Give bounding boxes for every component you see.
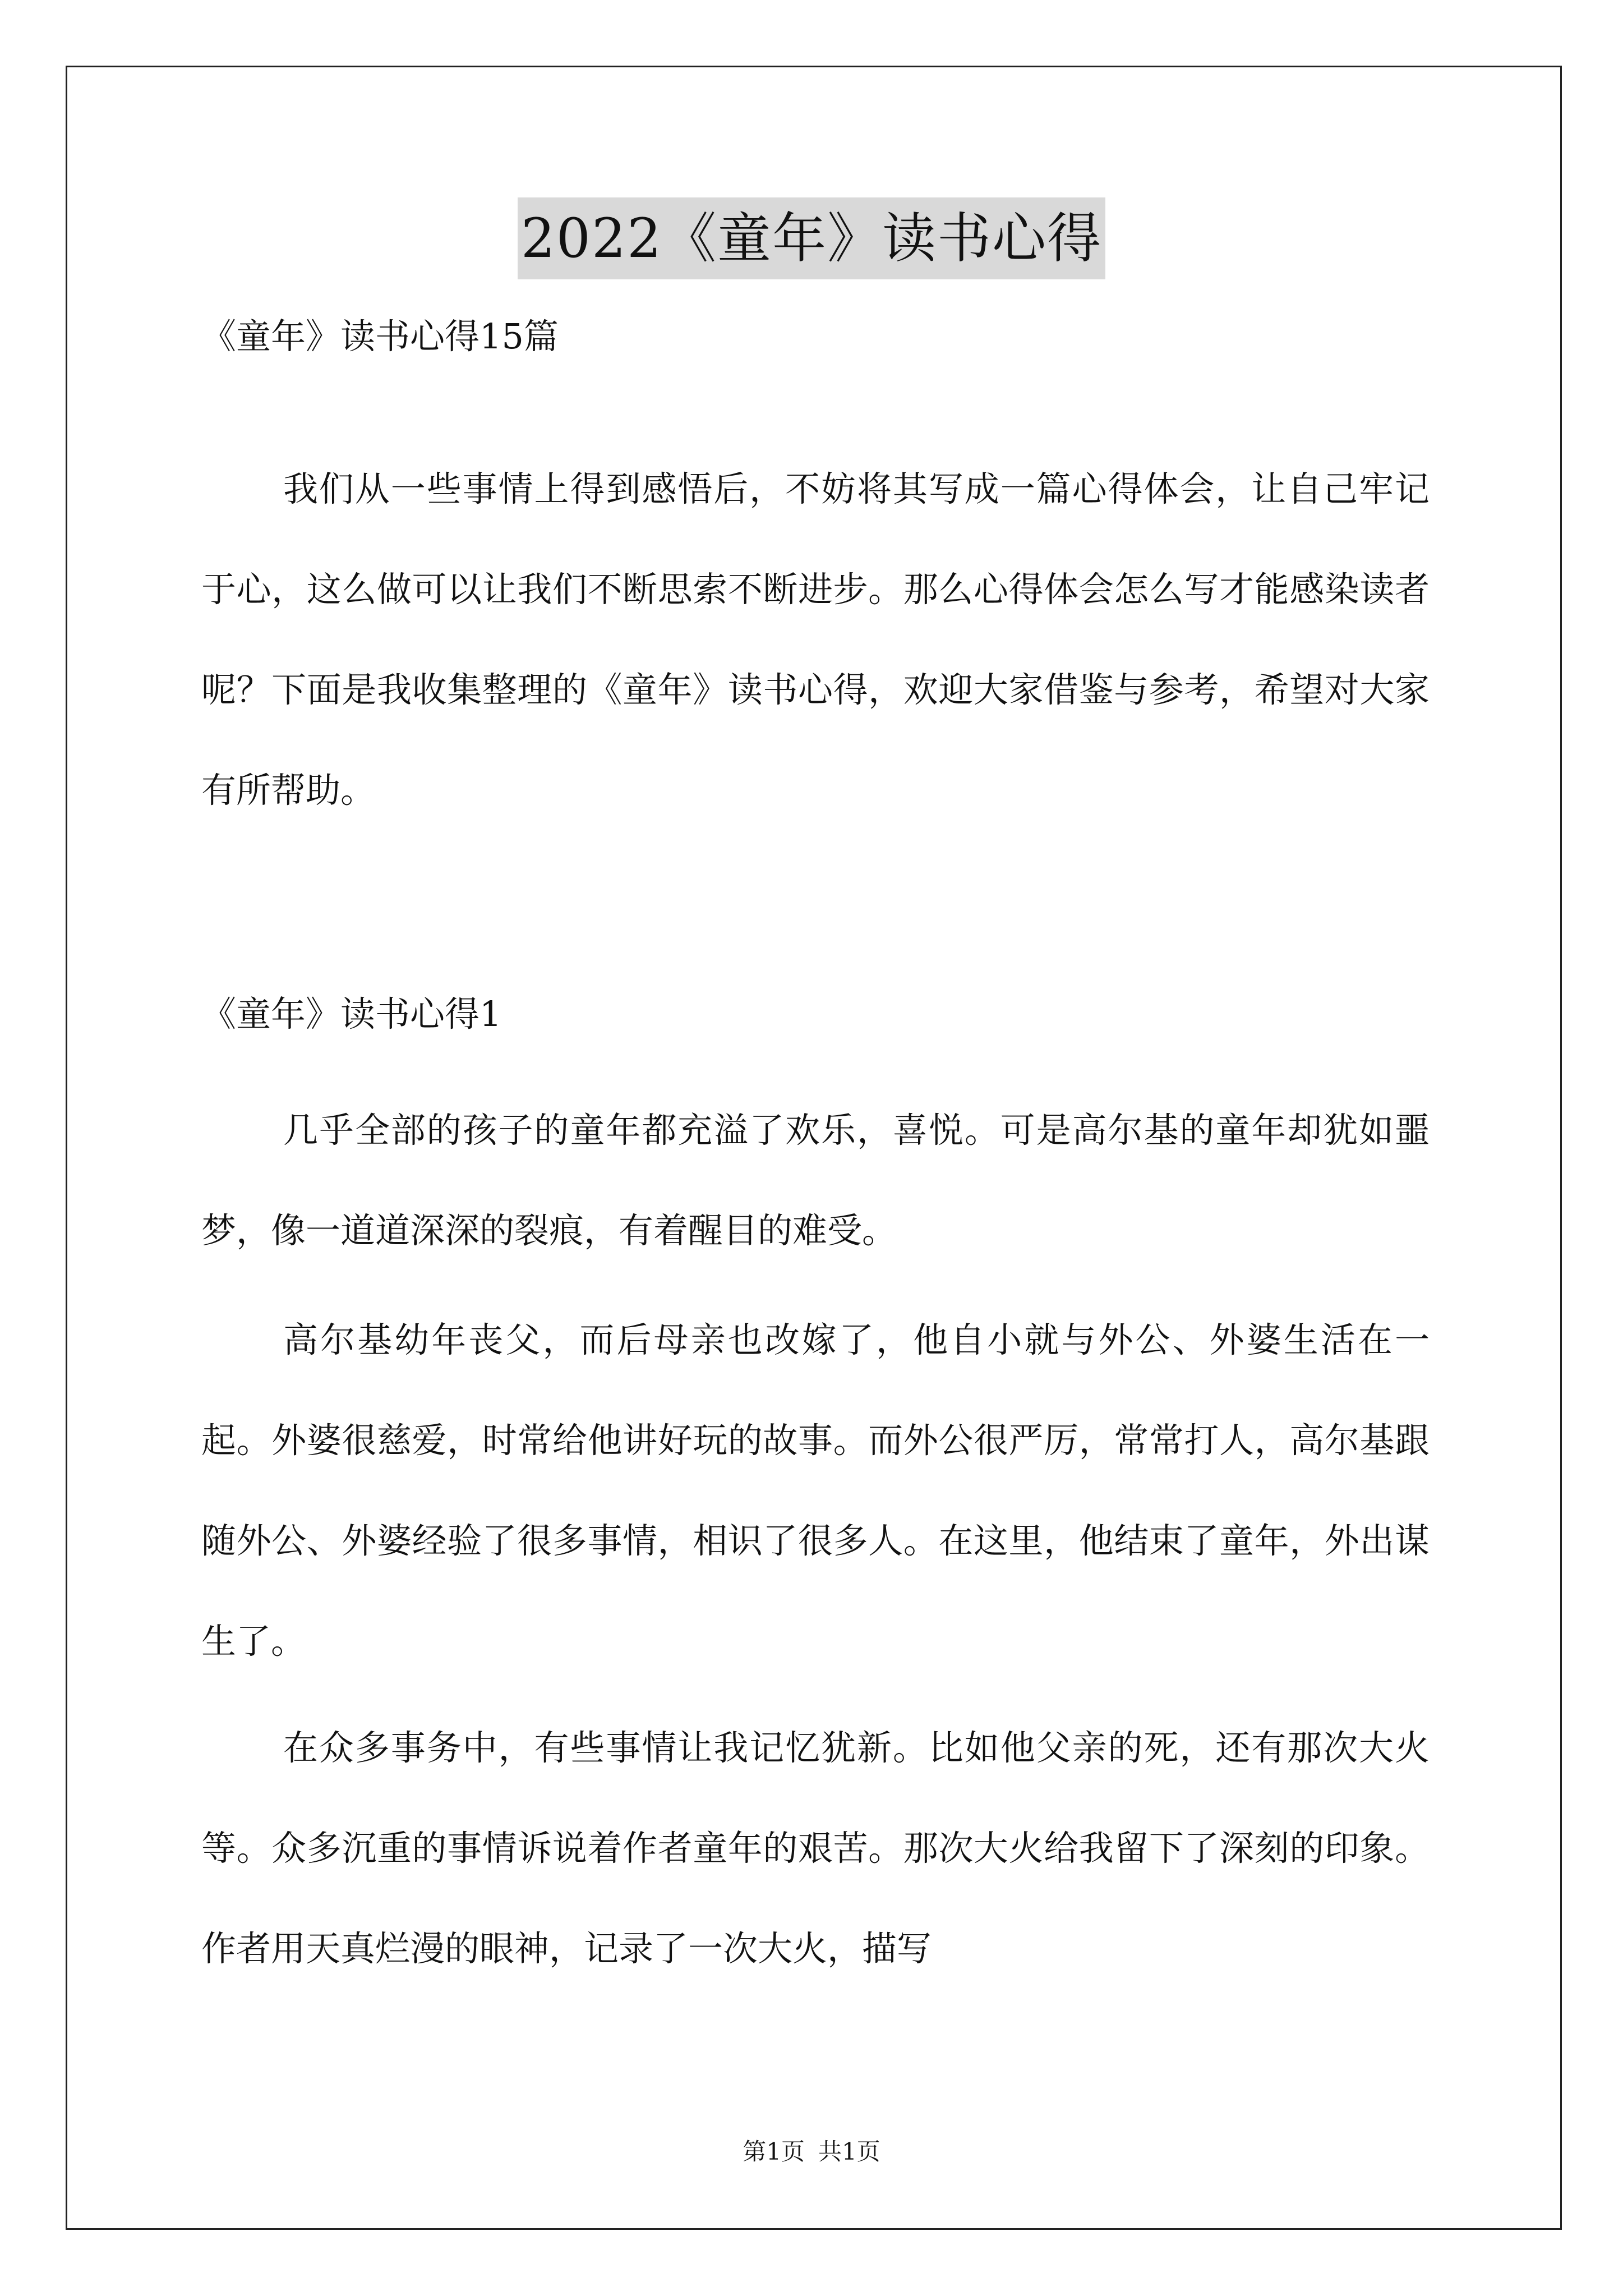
title-container bbox=[0, 197, 1623, 279]
body-paragraph-3: 在众多事务中，有些事情让我记忆犹新。比如他父亲的死，还有那次大火等。众多沉重的事情诉说着作者童年的艰苦。那次大火给我留下了深刻的印象。作者用天真烂漫的眼神，记录了一次大火，描写 bbox=[201, 1727, 1430, 1969]
body-paragraph-2: 高尔基幼年丧父，而后母亲也改嫁了，他自小就与外公、外婆生活在一起。外婆很慈爱，时常给他讲好玩的故事。而外公很严厉，常常打人，高尔基跟随外公、外婆经验了很多事情，相识了很多人。在这里，他结束了童年，外出谋生了。 bbox=[201, 1319, 1430, 1662]
section-heading: 《童年》读书心得1 bbox=[201, 993, 502, 1034]
body-paragraph-1: 几乎全部的孩子的童年都充溢了欢乐，喜悦。可是高尔基的童年却犹如噩梦，像一道道深深的裂痕，有着醒目的难受。 bbox=[201, 1110, 1430, 1251]
page-number-current: 第1页 bbox=[743, 2138, 805, 2165]
document-subtitle: 《童年》读书心得15篇 bbox=[201, 316, 559, 357]
intro-paragraph: 我们从一些事情上得到感悟后，不妨将其写成一篇心得体会，让自己牢记于心，这么做可以让我们不断思索不断进步。那么心得体会怎么写才能感染读者呢？下面是我收集整理的《童年》读书心得，欢迎大家借鉴与参考，希望对大家有所帮助。 bbox=[201, 468, 1430, 811]
document-title: 2022《童年》读书心得 bbox=[518, 197, 1105, 279]
page-footer bbox=[0, 2136, 1623, 2168]
page-number-total: 共1页 bbox=[818, 2138, 880, 2165]
